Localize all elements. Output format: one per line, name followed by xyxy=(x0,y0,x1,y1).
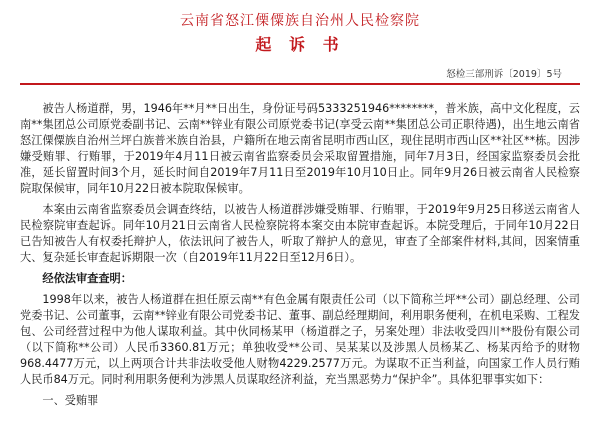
facts-paragraph: 1998年以来，被告人杨道群在担任原云南**有色金属有限责任公司（以下简称兰坪**公司）副总经理、公司党委书记、公司董事，云南**锌业有限公司党委书记、董事、副总经理期间，利用职务便利，在机电采购、工程发包、公司经营过程中为他人谋取利益。其中伙同杨某甲（杨道群之子，另案处理）非法收受四川**股份有限公司（以下简称**公司）人民币3360.81万元；单独收受**公司、吴某某以及涉黑人员杨某乙、杨某丙给予的财物968.4477万元，以上两项合计共非法收受他人财物4229.2577万元。为谋取不正当利益，向国家工作人员行贿人民币84万元。同时利用职务便利为涉黑人员谋取经济利益，充当黑恶势力“保护伞”。具体犯罪事实如下： xyxy=(20,293,580,386)
document-body xyxy=(20,101,580,409)
defendant-paragraph: 被告人杨道群，男，1946年**月**日出生，身份证号码5333251946********，普米族，高中文化程度，云南**集团总公司原党委副书记、云南**锌业有限公司原党委书记(享受云南**集团总公司正职待遇)，出生地云南省怒江傈僳族自治州兰坪白族普米族自治县，户籍所在地云南省昆明市西山区，现住昆明市西山区**社区**栋。因涉嫌受贿罪、行贿罪，于2019年4月11日被云南省监察委员会采取留置措施，同年7月3日，经国家监察委员会批准，延长留置时间3个月，延长时间自2019年7月11日至2019年10月10日止。同年9月26日被云南省人民检察院取保候审，同年10月22日被本院取保候审。 xyxy=(20,102,580,195)
document-title: 起 诉 书 xyxy=(255,35,345,54)
charge-heading: 一、受贿罪 xyxy=(42,394,99,407)
document-number: 怒检三部刑诉〔2019〕5号 xyxy=(446,69,562,80)
procedure-paragraph: 本案由云南省监察委员会调查终结，以被告人杨道群涉嫌受贿罪、行贿罪，于2019年9月25日移送云南省人民检察院审查起诉。同年10月21日云南省人民检察院将本案交由本院审查起诉。本院受理后，于同年10月22日已告知被告人有权委托辩护人，依法讯问了被告人，听取了辩护人的意见，审查了全部案件材料,其间，因案情重大、复杂延长审查起诉期限一次（自2019年11月22日至12月6日）。 xyxy=(20,203,580,264)
agency-name: 云南省怒江傈僳族自治州人民检察院 xyxy=(180,13,420,29)
header-divider xyxy=(20,83,580,85)
section-heading: 经依法审查查明： xyxy=(42,272,132,285)
